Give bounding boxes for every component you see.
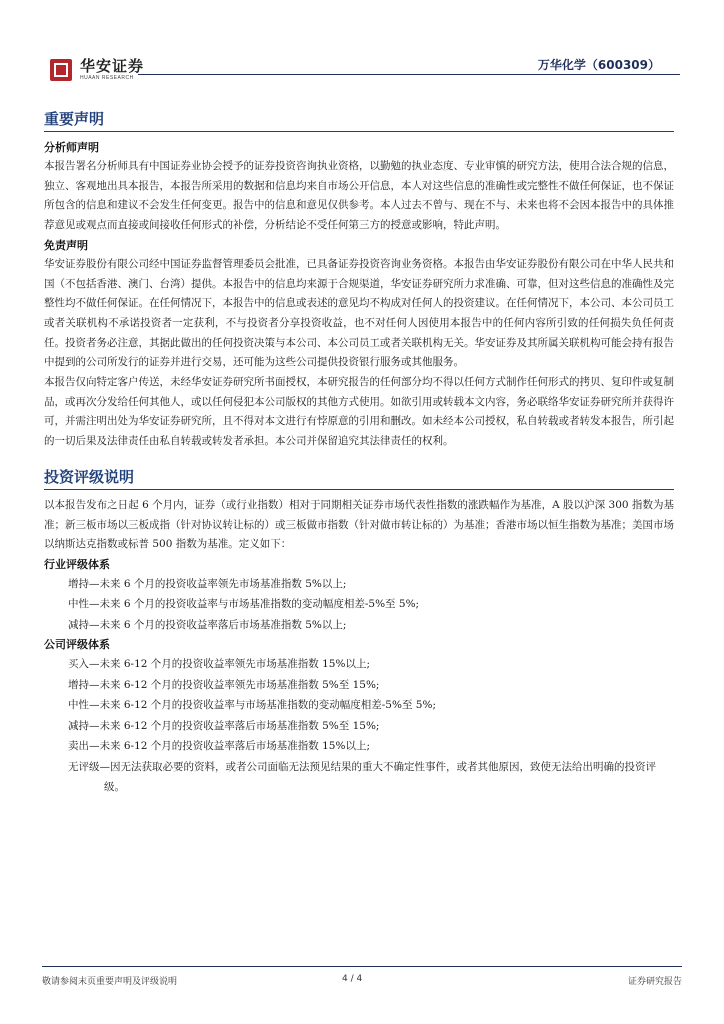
industry-rating-item: 中性—未来 6 个月的投资收益率与市场基准指数的变动幅度相差-5%至 5%;: [68, 598, 420, 611]
company-rating-item: 增持—未来 6-12 个月的投资收益率领先市场基准指数 5%至 15%;: [68, 678, 380, 691]
disclaimer-title: 免责声明: [44, 238, 88, 252]
logo-seal-icon: [50, 59, 72, 81]
industry-rating-title: 行业评级体系: [44, 557, 110, 571]
footer-divider: [42, 966, 682, 967]
company-rating-item: 无评级—因无法获取必要的资料，或者公司面临无法预见结果的重大不确定性事件，或者其他原因，致使无法给出明确的投资评级。: [68, 760, 656, 794]
analyst-statement-title: 分析师声明: [44, 141, 99, 154]
company-logo: [50, 54, 144, 86]
page-header: [40, 44, 680, 84]
page-footer: [42, 966, 682, 996]
logo-en: HUAAN RESEARCH: [80, 75, 134, 81]
important-notice-title: 重要声明: [44, 108, 674, 132]
rating-title: 投资评级说明: [44, 466, 674, 490]
page-content: [44, 108, 674, 798]
stock-name: 万华化学（600309）: [537, 58, 660, 72]
page-number: 4 / 4: [342, 974, 363, 984]
rating-intro: 以本报告发布之日起 6 个月内，证券（或行业指数）相对于同期相关证券市场代表性指数的涨跌幅作为基准，A 股以沪深 300 指数为基准；新三板市场以三板成指（针对协议转让标的）或三板做市指数（针对做市转让标的）为基准；香港市场以恒生指数为基准；美国市场以纳斯达克指数或标普 500 指数为基准。定义如下：: [44, 498, 674, 551]
company-rating-item: 卖出—未来 6-12 个月的投资收益率落后市场基准指数 15%以上;: [68, 740, 370, 753]
footer-note: 敬请参阅末页重要声明及评级说明: [42, 977, 178, 987]
company-rating-title: 公司评级体系: [44, 638, 110, 652]
report-type: 证券研究报告: [627, 977, 682, 987]
disclaimer-text-2: 本报告仅向特定客户传送，未经华安证券研究所书面授权，本研究报告的任何部分均不得以任何方式制作任何形式的拷贝、复印件或复制品，或再次分发给任何其他人，或以任何侵犯本公司版权的其他方式使用。如欲引用或转载本文内容，务必联络华安证券研究所并获得许可，并需注明出处为华安证券研究所，且不得对本文进行有悖原意的引用和删改。如未经本公司授权，私自转载或者转发本报告，所引起的一切后果及法律责任由私自转载或转发者承担。本公司并保留追究其法律责任的权利。: [44, 376, 674, 448]
disclaimer-text-1: 华安证券股份有限公司经中国证券监督管理委员会批准，已具备证券投资咨询业务资格。本报告由华安证券股份有限公司在中华人民共和国（不包括香港、澳门、台湾）提供。本报告中的信息均来源于合规渠道，华安证券研究所力求准确、可靠，但对这些信息的准确性及完整性均不做任何保证。在任何情况下，本报告中的信息或表述的意见均不构成对任何人的投资建议。在任何情况下，本公司、本公司员工或者关联机构不承诺投资者一定获利，不与投资者分享投资收益，也不对任何人因使用本报告中的任何内容所引致的任何损失负任何责任。投资者务必注意，其据此做出的任何投资决策与本公司、本公司员工或者关联机构无关。华安证券及其所属关联机构可能会持有报告中提到的公司所发行的证券并进行交易，还可能为这些公司提供投资银行服务或其他服务。: [44, 257, 674, 369]
industry-rating-item: 减持—未来 6 个月的投资收益率落后市场基准指数 5%以上;: [68, 618, 347, 631]
analyst-statement-text: 本报告署名分析师具有中国证券业协会授予的证券投资咨询执业资格，以勤勉的执业态度、专业审慎的研究方法，使用合法合规的信息，独立、客观地出具本报告，本报告所采用的数据和信息均来自市场公开信息，本人对这些信息的准确性或完整性不做任何保证，也不保证所包含的信息和建议不会发生任何变更。报告中的信息和意见仅供参考。本人过去不曾与、现在不与、未来也将不会因本报告中的具体推荐意见或观点而直接或间接收任何形式的补偿，分析结论不受任何第三方的授意或影响，特此声明。: [44, 160, 674, 232]
industry-rating-item: 增持—未来 6 个月的投资收益率领先市场基准指数 5%以上;: [68, 577, 347, 590]
logo-cn: 华安证券: [80, 57, 145, 75]
header-divider: [138, 74, 680, 75]
company-rating-item: 减持—未来 6-12 个月的投资收益率落后市场基准指数 5%至 15%;: [68, 719, 380, 732]
company-rating-item: 买入—未来 6-12 个月的投资收益率领先市场基准指数 15%以上;: [68, 658, 370, 671]
company-rating-item: 中性—未来 6-12 个月的投资收益率与市场基准指数的变动幅度相差-5%至 5%;: [68, 699, 437, 712]
